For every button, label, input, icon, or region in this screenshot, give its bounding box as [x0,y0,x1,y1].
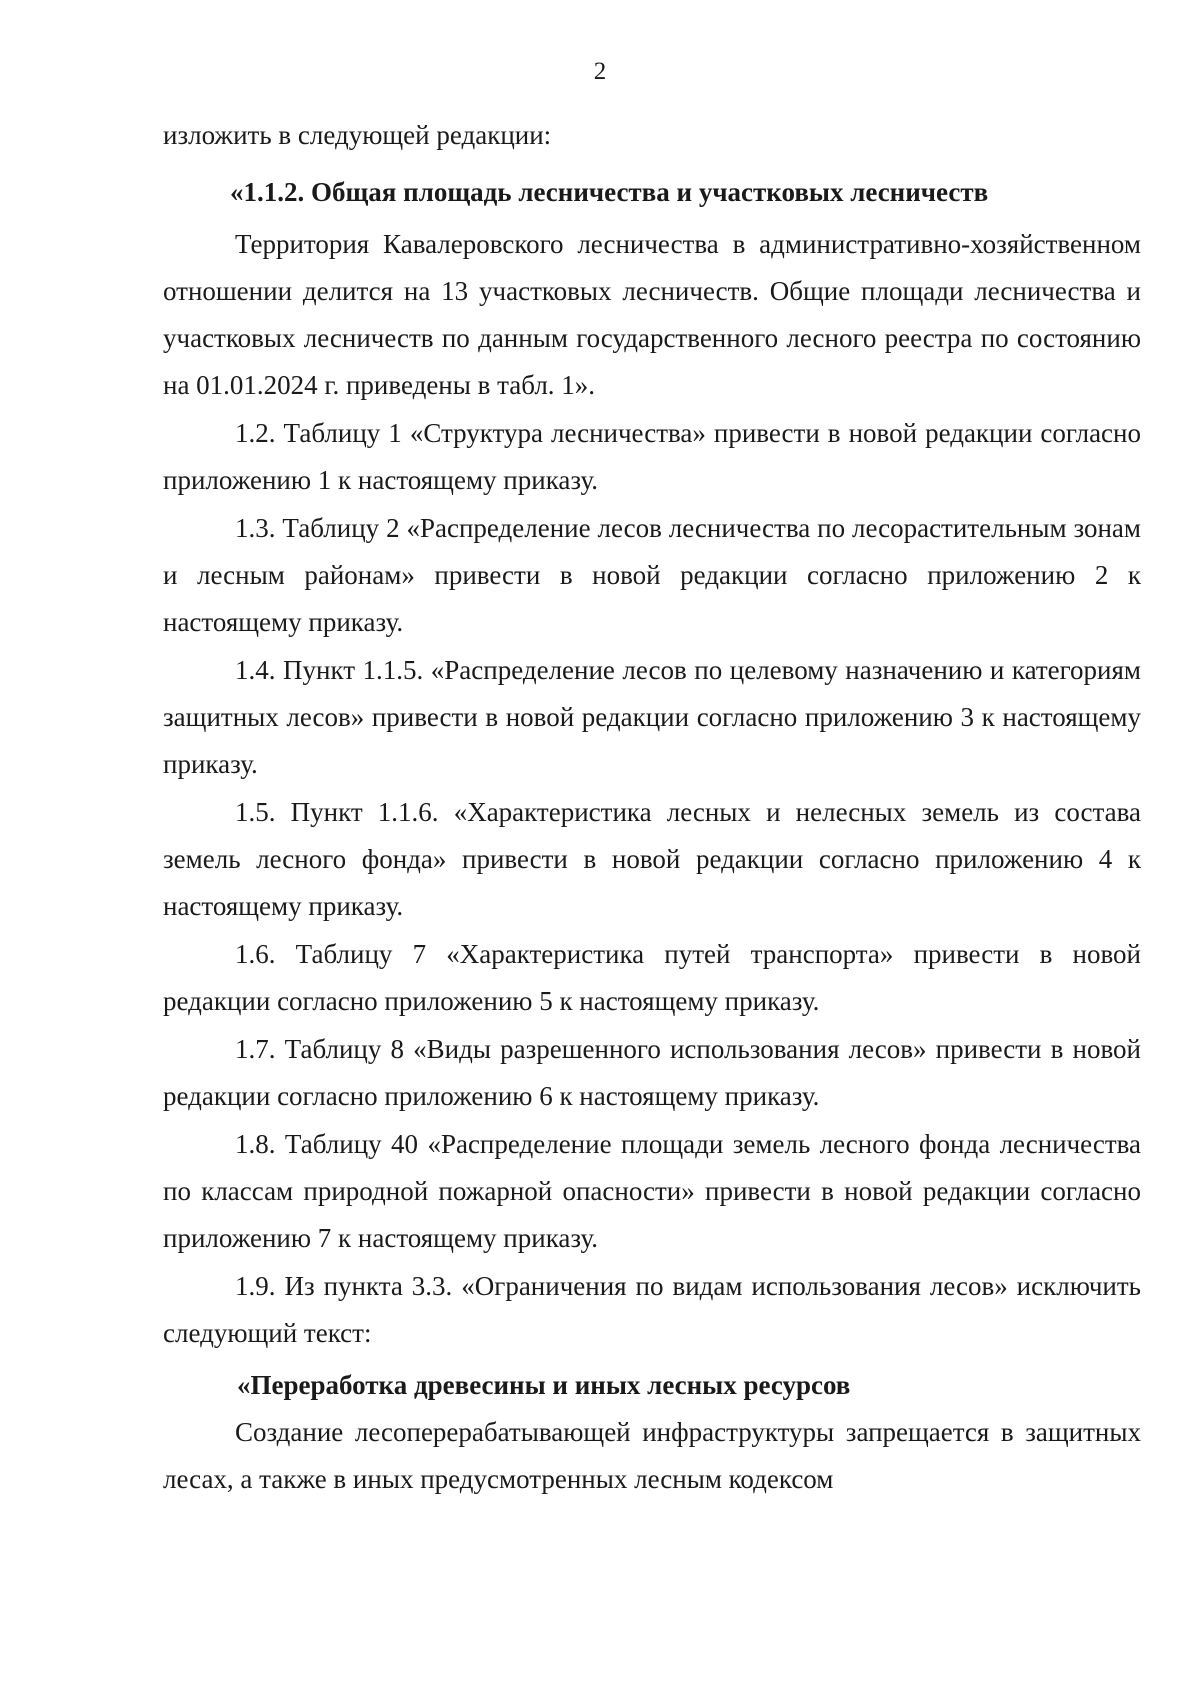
document-body [163,112,1141,1503]
paragraph-1-6: 1.6. Таблицу 7 «Характеристика путей транспорта» привести в новой редакции согласно приложению 5 к настоящему приказу. [163,939,1141,1016]
paragraph-1-5: 1.5. Пункт 1.1.6. «Характеристика лесных и нелесных земель из состава земель лесного фонда» привести в новой редакции согласно приложению 4 к настоящему приказу. [163,797,1141,921]
section-heading-1-1-2: «1.1.2. Общая площадь лесничества и участковых лесничеств [230,177,989,207]
page-number: 2 [593,58,607,85]
paragraph-1-4: 1.4. Пункт 1.1.5. «Распределение лесов по целевому назначению и категориям защитных лесов» привести в новой редакции согласно приложению 3 к настоящему приказу. [163,655,1141,779]
paragraph-1-7: 1.7. Таблицу 8 «Виды разрешенного использования лесов» привести в новой редакции согласно приложению 6 к настоящему приказу. [163,1034,1141,1111]
paragraph-territory: Территория Кавалеровского лесничества в административно-хозяйственном отношении делится на 13 участковых лесничеств. Общие площади лесничества и участковых лесничеств по данным государственного лесного реестра по состоянию на 01.01.2024 г. приведены в табл. 1». [163,229,1141,400]
paragraph-1-8: 1.8. Таблицу 40 «Распределение площади земель лесного фонда лесничества по классам природной пожарной опасности» привести в новой редакции согласно приложению 7 к настоящему приказу. [163,1129,1141,1253]
intro-text: изложить в следующей редакции: [163,120,552,150]
paragraph-1-2: 1.2. Таблицу 1 «Структура лесничества» привести в новой редакции согласно приложению 1 к настоящему приказу. [163,418,1141,495]
paragraph-creation: Создание лесоперерабатывающей инфраструктуры запрещается в защитных лесах, а также в иных предусмотренных лесным кодексом [163,1417,1141,1494]
paragraph-1-9: 1.9. Из пункта 3.3. «Ограничения по видам использования лесов» исключить следующий текст: [163,1271,1141,1348]
section-heading-wood-processing: «Переработка древесины и иных лесных ресурсов [237,1370,851,1400]
paragraph-1-3: 1.3. Таблицу 2 «Распределение лесов лесничества по лесорастительным зонам и лесным районам» привести в новой редакции согласно приложению 2 к настоящему приказу. [163,513,1141,637]
